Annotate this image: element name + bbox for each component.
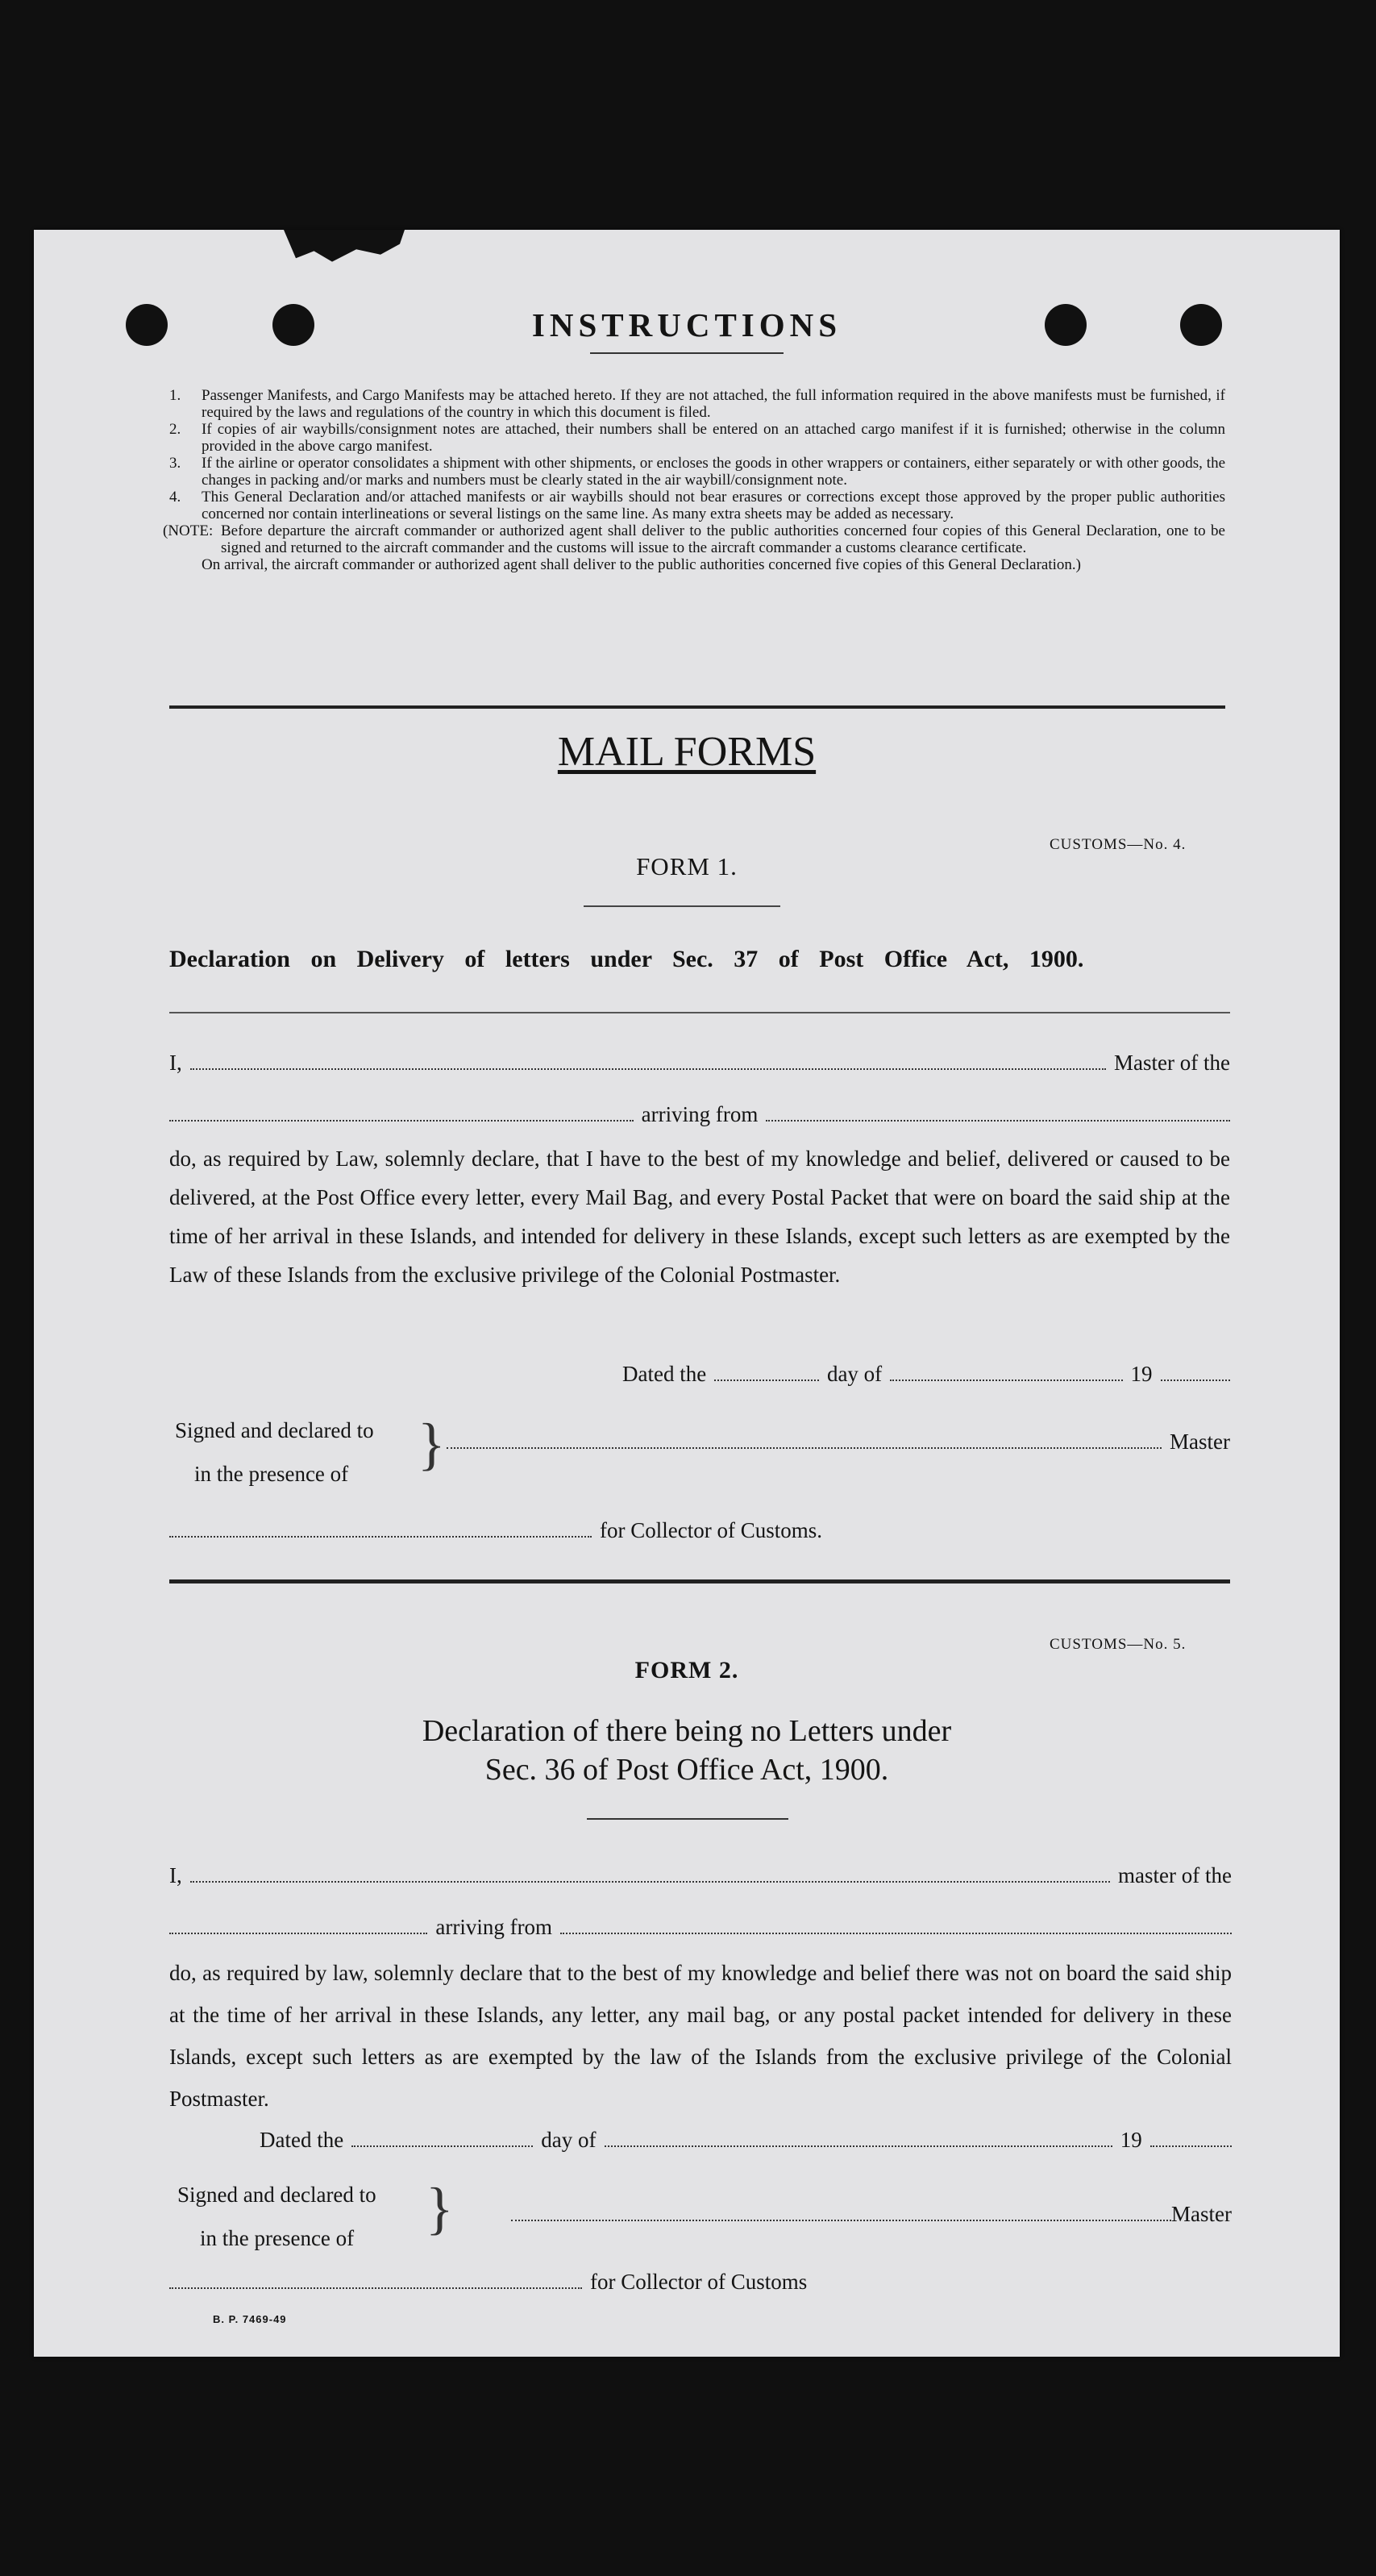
form1-name-field[interactable] <box>190 1068 1106 1070</box>
form2-ship-field[interactable] <box>169 1933 427 1934</box>
form1-master-sign-line: Master <box>447 1429 1230 1454</box>
torn-corner <box>284 230 405 265</box>
form2-name-line: I, master of the <box>169 1863 1232 1887</box>
form1-name-line: I, Master of the <box>169 1051 1230 1075</box>
form1-collector-signature-field[interactable] <box>169 1536 592 1538</box>
form1-origin-field[interactable] <box>766 1120 1230 1122</box>
title-underline <box>590 352 784 354</box>
form1-declaration-text: do, as required by Law, solemnly declare, that I have to the best of my knowledge and belief, delivered or caused to be delivered, at the Post Office every letter, every Mail Bag, and every Postal Packet that were on board the said ship at the time of her arrival in these Islands, and intended for delivery in these Islands, except such letters as are exempted by the Law of these Islands from the exclusive privilege of the Colonial Postmaster. <box>169 1147 1230 1287</box>
forms-divider <box>169 1579 1230 1583</box>
form2-title-rule <box>587 1818 788 1820</box>
instruction-item: 2. If copies of air waybills/consignment notes are attached, their numbers shall be entered on an attached cargo manifest if it is furnished; otherwise in the column provided in the above cargo manifest. <box>169 421 1225 455</box>
instructions-title: INSTRUCTIONS <box>531 306 842 343</box>
form2-year-field[interactable] <box>1150 2145 1232 2147</box>
form1-signed-label: Signed and declared to in the presence of <box>175 1418 374 1486</box>
form2-collector-signature-field[interactable] <box>169 2287 582 2289</box>
form1-brace: } <box>418 1412 446 1476</box>
form1-arriving-line: arriving from <box>169 1102 1230 1127</box>
form2-title: Declaration of there being no Letters under Sec. 36 of Post Office Act, 1900. <box>422 1714 952 1787</box>
form1-collector-line: for Collector of Customs. <box>169 1518 911 1543</box>
form2-customs-number: CUSTOMS—No. 5. <box>1050 1636 1187 1653</box>
form1-heading: FORM 1. <box>636 852 738 880</box>
form1-day-field[interactable] <box>714 1380 819 1381</box>
instruction-item: 4. This General Declaration and/or attached manifests or air waybills should not bear erasures or corrections except those approved by the proper public authorities concerned nor contain interlineations or several listings on the same line. As many extra sheets may be added as necessary. <box>169 489 1225 522</box>
instructions-list <box>163 387 1225 573</box>
form1-date-line: Dated the day of 19 <box>622 1362 1230 1387</box>
form1-ship-field[interactable] <box>169 1120 634 1122</box>
form2-master-signature-field[interactable] <box>511 2220 1171 2221</box>
form2-month-field[interactable] <box>605 2145 1112 2147</box>
form2-day-field[interactable] <box>351 2145 533 2147</box>
document-page <box>34 230 1340 2357</box>
print-code: B. P. 7469-49 <box>213 2313 287 2325</box>
instruction-item: 3. If the airline or operator consolidates a shipment with other shipments, or encloses the goods in other wrappers or containers, either separately or with other goods, the changes in packing and/or marks and numbers must be clearly stated in the air waybill/consignment note. <box>169 455 1225 489</box>
form1-master-signature-field[interactable] <box>447 1447 1162 1449</box>
form2-declaration-text: do, as required by law, solemnly declare that to the best of my knowledge and belief there was not on board the said ship at the time of her arrival in these Islands, any letter, any mail bag, or any postal packet intended for delivery in these Islands, except such letters as are exempted by the law of the Islands from the exclusive privilege of the Colonial Postmaster. <box>169 1961 1232 2111</box>
mail-forms-title: MAIL FORMS <box>557 729 817 775</box>
instruction-note: (NOTE: Before departure the aircraft commander or authorized agent shall deliver to the public authorities concerned four copies of this General Declaration, one to be signed and returned to the aircraft commander and the customs will issue to the aircraft commander a customs clearance certificate. <box>163 522 1225 556</box>
form2-heading: FORM 2. <box>634 1657 739 1683</box>
form2-collector-line: for Collector of Customs <box>169 2270 895 2295</box>
section-divider <box>169 705 1225 709</box>
form2-arriving-line: arriving from <box>169 1915 1232 1940</box>
form2-origin-field[interactable] <box>560 1933 1232 1934</box>
form1-year-field[interactable] <box>1161 1380 1231 1381</box>
form2-master-sign-line: Master <box>511 2202 1232 2227</box>
form1-title: Declaration on Delivery of letters under Sec. 37 of Post Office Act, 1900. <box>169 946 1084 972</box>
form1-month-field[interactable] <box>890 1380 1122 1381</box>
instruction-item: 1. Passenger Manifests, and Cargo Manifests may be attached hereto. If they are not attached, the full information required in the above manifests must be furnished, if required by the laws and regulations of the country in which this document is filed. <box>169 387 1225 421</box>
form2-signed-label: Signed and declared to in the presence of <box>177 2183 376 2250</box>
form2-name-field[interactable] <box>190 1881 1110 1883</box>
form1-title-rule <box>169 1012 1230 1013</box>
form1-customs-number: CUSTOMS—No. 4. <box>1050 836 1187 853</box>
form2-brace: } <box>426 2176 454 2241</box>
instruction-note: On arrival, the aircraft commander or authorized agent shall deliver to the public authorities concerned five copies of this General Declaration.) <box>202 556 1081 573</box>
form1-heading-rule <box>584 905 780 907</box>
form2-date-line: Dated the day of 19 <box>260 2128 1232 2153</box>
